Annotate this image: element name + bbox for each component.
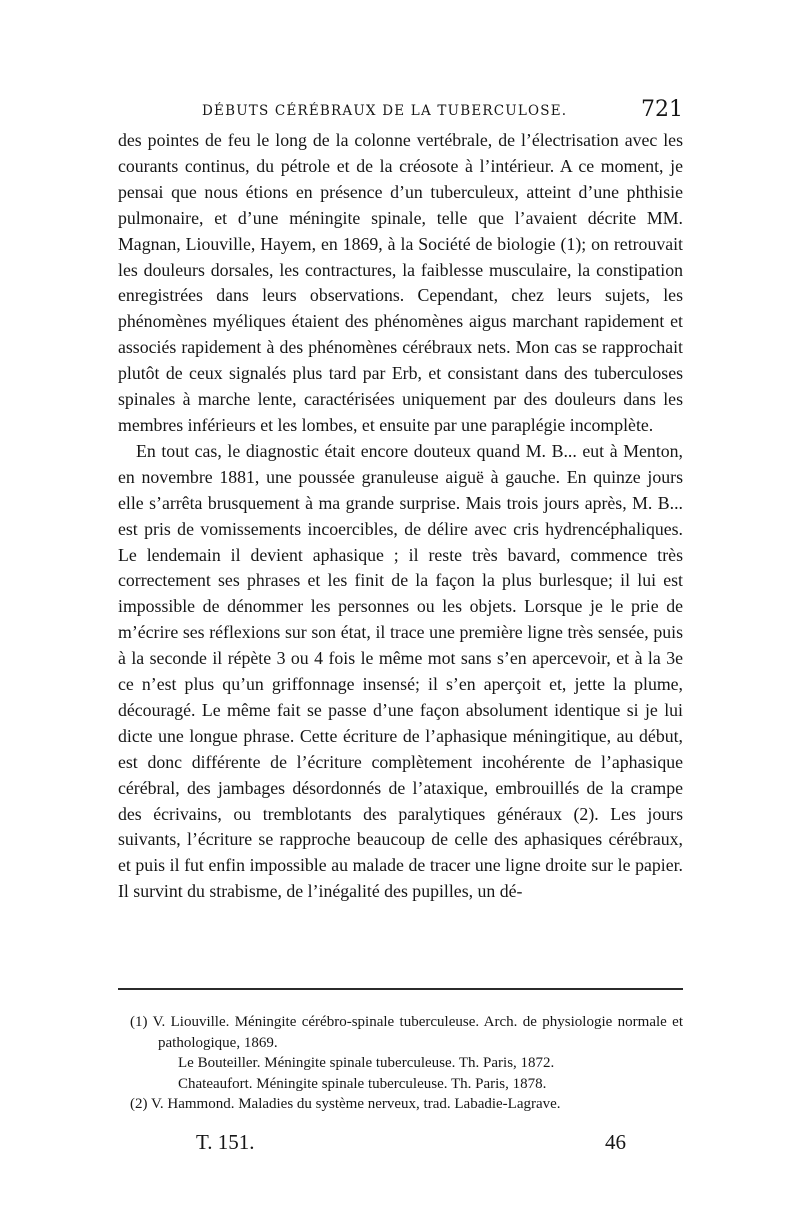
page-header: [118, 97, 683, 126]
running-title: DÉBUTS CÉRÉBRAUX DE LA TUBERCULOSE.: [202, 103, 568, 119]
footnote-1-reference: Le Bouteiller. Méningite spinale tuberculeuse. Th. Paris, 1872.: [178, 1055, 555, 1071]
footnotes: [130, 1012, 683, 1115]
body-text: [118, 128, 683, 905]
paragraph-1: des pointes de feu le long de la colonne vertébrale, de l’électrisation avec les courants continus, du pétrole et de la créosote à l’intérieur. A ce moment, je pensai que nous étions en présence d’un tuberculeux, atteint d’une phthisie pulmonaire, et d’une méningite spinale, telle que l’avaient décrite MM. Magnan, Liouville, Hayem, en 1869, à la Société de biologie (1); on retrouvait les douleurs dorsales, les contractures, la faiblesse musculaire, la constipation enregistrées dans leurs observations. Cependant, chez leurs sujets, les phénomènes myéliques étaient des phénomènes aigus marchant rapidement et associés rapidement à des phénomènes cérébraux nets. Mon cas se rapprochait plutôt de ceux signalés plus tard par Erb, et consistant dans des tuberculoses spinales à marche lente, caractérisées uniquement par des douleurs dans les membres inférieurs et les lombes, et ensuite par une paraplégie incomplète.: [118, 130, 683, 435]
page-number: 721: [641, 97, 683, 122]
signature-mark: T. 151.: [196, 1130, 255, 1154]
footnote-1: (1) V. Liouville. Méningite cérébro-spinale tuberculeuse. Arch. de physiologie normale et pathologique, 1869.: [130, 1014, 683, 1051]
footnote-divider: [118, 988, 683, 990]
sheet-number: 46: [605, 1130, 626, 1154]
page-footer: [196, 1130, 626, 1156]
paragraph-2: En tout cas, le diagnostic était encore douteux quand M. B... eut à Menton, en novembre 1881, une poussée granuleuse aiguë à gauche. En quinze jours elle s’arrêta brusquement à ma grande surprise. Mais trois jours après, M. B... est pris de vomissements incoercibles, de délire avec cris hydrencéphaliques. Le lendemain il devient aphasique ; il reste très bavard, commence très correctement ses phrases et les finit de la façon la plus burlesque; il lui est impossible de dénommer les personnes ou les objets. Lorsque je le prie de m’écrire ses réflexions sur son état, il trace une première ligne très sensée, puis à la seconde il répète 3 ou 4 fois le même mot sans s’en apercevoir, et à la 3e ce n’est plus qu’un griffonnage insensé; il s’en aperçoit et, jette la plume, découragé. Le même fait se passe d’une façon absolument identique si je lui dicte une longue phrase. Cette écriture de l’aphasique méningitique, au début, est donc différente de l’écriture complètement incohérente de l’aphasique cérébral, des jambages désordonnés de l’ataxique, embrouillés de la crampe des écrivains, ou tremblotants des paralytiques généraux (2). Les jours suivants, l’écriture se rapproche beaucoup de celle des aphasiques cérébraux, et puis il fut enfin impossible au malade de tracer une ligne droite sur le papier. Il survint du strabisme, de l’inégalité des pupilles, un dé-: [118, 440, 683, 902]
footnote-1-reference: Chateaufort. Méningite spinale tuberculeuse. Th. Paris, 1878.: [178, 1075, 547, 1092]
footnote-2: (2) V. Hammond. Maladies du système nerveux, trad. Labadie-Lagrave.: [130, 1096, 561, 1112]
